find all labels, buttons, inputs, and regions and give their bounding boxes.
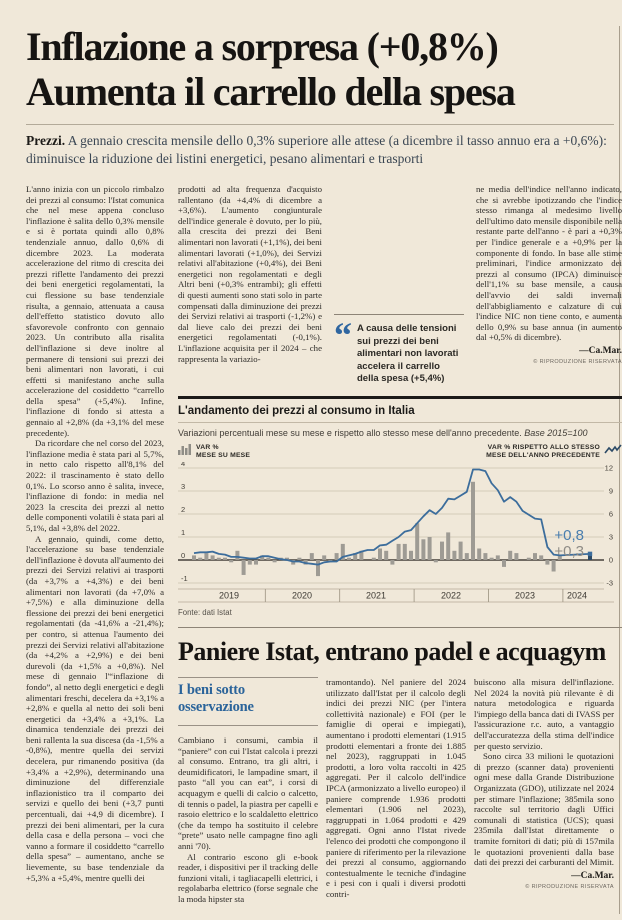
svg-text:9: 9 xyxy=(608,486,613,496)
svg-text:3: 3 xyxy=(181,482,186,491)
chart-bottom-rule xyxy=(178,627,622,628)
article2-columns xyxy=(178,677,622,905)
headline-line1: Inflazione a sorpresa (+0,8%) xyxy=(26,24,498,69)
chart-title-rule xyxy=(178,422,622,423)
article2-col2-paragraph: tramontando). Nel paniere del 2024 utilizzato dall'Istat per il calcolo degli indici dei prezzi NIC (per l'intera collettività nazionale) e FOI (per le famiglie di operai e impiegati), aumentano i prodotti elementari (1.915 prodotti elementari a fronte dei 1.885 nel 2023), raggruppati in 1.045 prodotti, a loro volta raccolti in 425 aggregati. Per il calcolo dell'indice IPCA (armonizzato a livello europeo) il paniere comprende 1.936 prodotti elementari (1.906 nel 2023), raggruppati in 1.064 prodotti e 429 aggregati. Ogni anno l'Istat rivede l'elenco dei prodotti che compongono il paniere di riferimento per la rilevazione dei prezzi al consumo, aggiornando contestualmente le tecniche d'indagine e i pesi con i quali i diversi prodotti contri- xyxy=(326,677,466,899)
chart-subtitle-text: Variazioni percentuali mese su mese e rispetto allo stesso mese dell'anno precedente. xyxy=(178,428,525,438)
article2-headline: Paniere Istat, entrano padel e acquagym xyxy=(178,637,606,666)
article1-column2 xyxy=(178,184,322,387)
right-zone xyxy=(178,184,622,919)
svg-text:2: 2 xyxy=(181,505,186,514)
legend-line-label: VAR % RISPETTO ALLO STESSO MESE DELL'ANNO PRECEDENTE xyxy=(486,444,600,459)
quote-icon: “ xyxy=(334,315,352,355)
svg-text:3: 3 xyxy=(608,532,613,542)
article1-copyright: © RIPRODUZIONE RISERVATA xyxy=(533,358,622,365)
chart-source: Fonte: dati Istat xyxy=(178,608,232,617)
standfirst-text: A gennaio crescita mensile dello 0,3% superiore alle attese (a dicembre il tasso annuo era a +0,6%): diminuisce la riduzione dei listini energetici, pesano alimentari e trasporti xyxy=(26,133,607,166)
chart-title: L'andamento dei prezzi al consumo in Italia xyxy=(178,405,415,417)
article1-col1-paragraph3: A gennaio, quindi, come detto, l'accelerazione su base tendenziale dell'inflazione è dovuta all'aumento dei prezzi dei Servizi relativi ai trasporti (da +3,7% a +4,3%) e dei beni alimentari non lavorati (da +7,0% a +7,5%) e alla diminuzione della flessione dei prezzi dei beni energetici regolamentati (da -41,6% a -21,4%); per contro, si attenua l'aumento dei prezzi dei Servizi relativi all'abitazione (da +4,2% a +2,9%) e dei beni durevoli (da +1,5% a +0,8%). Nel mese di gennaio l'“inflazione di fondo”, al netto degli energetici e degli alimentari freschi, decelera da +3,1% a +2,8% e quella al netto dei soli beni energetici da +3,4% a +3,1%. La dinamica tendenziale dei prezzi dei beni rallenta la sua discesa (da -1,5% a -0,8%), mentre quella dei servizi decelera, pur rimanendo positiva (da +3,4% a +2,9%), determinando una diminuzione del differenziale inflazionistico tra il comparto dei servizi e quello dei beni (+3,7 punti percentuali, dai +4,9 di dicembre). I prezzi dei beni alimentari, per la cura della casa e della persona – voci che vanno a formare il cosiddetto “carrello della spesa” – aumentano, anche se lievemente, su base tendenziale da +5,3% a +5,4%, mentre quelli dei xyxy=(26,533,164,883)
svg-text:2023: 2023 xyxy=(514,590,536,601)
article1-col2-paragraph: prodotti ad alta frequenza d'acquisto rallentano (da +4,4% di dicembre a +3,6%). L'aumento congiunturale dell'indice generale è dovuto, per lo più, alla crescita dei prezzi dei Beni alimentari non lavorati (+1,1%), dei beni alimentari lavorati (+1,0%), dei Servizi relativi all'abitazione (+0,4%), dei Beni energetici non regolamentati e degli Altri beni (+0,3% entrambi); gli effetti di questi aumenti sono stati solo in parte compensati dalla diminuzione dei prezzi dei Servizi relativi ai trasporti (-1,2%) e dal lieve calo dei prezzi dei beni energetici regolamentati (-0,1%). L'inflazione acquisita per il 2024 – che rappresenta la variazio- xyxy=(178,184,322,364)
article1-columns-2-4 xyxy=(178,184,622,387)
article1-col1-paragraph1: L'anno inizia con un piccolo rimbalzo dei prezzi al consumo: l'Istat comunica che nel mese appena concluso l'inflazione è salita dello 0,3% mensile e si è portata quindi allo 0,8% tendenziale annuo, dallo 0,6% di dicembre 2023. La moderata accelerazione del ritmo di crescita dei prezzi riflette l'andamento dei prezzi dei beni energetici regolamentati, la cui flessione su base tendenziale risulta, a gennaio, attenuata a causa dell'effetto statistico dovuto allo sfavorevole confronto con gennaio 2023. Un contributo alla risalita dell'inflazione si deve inoltre al permanere di tensioni sui prezzi dei beni alimentari non lavorati, i cui effetti si manifestano anche sulla accelerazione del cosiddetto “carrello della spesa” (+5,4%). Infine, l'inflazione di fondo si attesta a gennaio al +2,8% (da +3,1% del mese precedente). xyxy=(26,184,164,438)
svg-text:4: 4 xyxy=(181,462,186,468)
article2-byline: —Ca.Mar. xyxy=(571,870,614,881)
article2-column1 xyxy=(178,677,318,905)
article1-col1-paragraph2: Da ricordare che nel corso del 2023, l'inflazione media è stata pari al 5,7%, in netto calo rispetto all'8,1% del 2022: il trascinamento è stato dello 0,1%. Lo scorso anno è salita, invece, l'inflazione di fondo: in media nel 2023 la crescita dei prezzi al netto delle componenti volatili è stata pari al 5,1%, dal +3,8% del 2022. xyxy=(26,438,164,533)
standfirst xyxy=(26,132,614,167)
headline-line2: Aumenta il carrello della spesa xyxy=(26,69,515,114)
chart-panel xyxy=(178,396,622,628)
article1-column1 xyxy=(26,184,164,919)
headline-divider xyxy=(26,124,614,125)
chart-top-rule xyxy=(178,396,622,399)
article2-column2 xyxy=(326,677,466,905)
svg-text:2020: 2020 xyxy=(291,590,313,601)
kicker: Prezzi. xyxy=(26,133,66,148)
body-grid xyxy=(26,184,622,919)
pullquote-text: A causa delle tensioni sui prezzi dei beni alimentari non lavorati accelera il carrello della spesa (+5,4%) xyxy=(357,323,459,384)
article2-column3 xyxy=(474,677,614,905)
inflation-chart xyxy=(178,462,614,604)
svg-text:2019: 2019 xyxy=(218,590,240,601)
svg-text:-1: -1 xyxy=(181,574,188,583)
article1-headline xyxy=(26,24,614,114)
article2-copyright: © RIPRODUZIONE RISERVATA xyxy=(525,883,614,890)
pullquote-column xyxy=(334,184,464,387)
article2-subhead-text: I beni sotto osservazione xyxy=(178,682,254,715)
svg-text:0: 0 xyxy=(608,555,613,565)
pullquote xyxy=(334,314,464,386)
article2-col3-paragraph1: buiscono alla misura dell'inflazione. Nel 2024 la novità più rilevante è di natura metodologica e riguarda l'impiego della banca dati di IVASS per l'assicurazione r.c. auto, a vantaggio dell'accuratezza della stima dell'indice per questo servizio. xyxy=(474,677,614,751)
svg-text:2024: 2024 xyxy=(566,590,588,601)
article2-col1-paragraph2: Al contrario escono gli e-book reader, i dispositivi per il tracking delle funzioni vitali, i tagliacapelli elettrici, i regolabarba elettrico (forse segnale che la moda hipster sta xyxy=(178,851,318,904)
article2-col3-paragraph2: Sono circa 33 milioni le quotazioni di prezzo (scanner data) provenienti ogni mese dalla Grande Distribuzione Organizzata (GDO), utilizzate nel 2024 per stimare l'inflazione; 385mila sono raccolte sul territorio dagli Uffici comunali di statistica (UCS); quasi 235mila dall'Istat direttamente o tramite fornitori di dati; più di 157mila le quotazioni provenienti dalla base dati dei prezzi dei carburanti del Mimit. xyxy=(474,751,614,868)
svg-text:+0,8: +0,8 xyxy=(554,527,584,544)
article1-byline: —Ca.Mar. xyxy=(579,345,622,356)
svg-text:+0,3: +0,3 xyxy=(554,543,584,560)
article1-column4 xyxy=(476,184,622,387)
svg-text:2021: 2021 xyxy=(365,590,387,601)
svg-text:2022: 2022 xyxy=(440,590,462,601)
legend-line xyxy=(486,444,622,460)
article2-subhead xyxy=(178,677,318,726)
svg-text:6: 6 xyxy=(608,509,613,519)
chart-subtitle xyxy=(178,428,622,438)
svg-text:0: 0 xyxy=(181,551,186,560)
article2-col1-paragraph1: Cambiano i consumi, cambia il “paniere” con cui l'Istat calcola i prezzi al consumo. Entrano, tra gli altri, i deumidificatori, le lampadine smart, il pasto “all you can eat”, i corsi di acquagym e quelli di calcio o calcetto, di tennis o padel, la piastra per capelli e rasoio elettrico e lo scaldaletto elettrico (che da tempo ha sostituito il celebre “prete” usato nelle campagne fino agli anni '70). xyxy=(178,735,318,851)
legend-bars xyxy=(178,444,250,460)
bar-chart-icon xyxy=(178,444,192,455)
svg-text:1: 1 xyxy=(181,528,186,537)
article1-col4-paragraph: ne media dell'indice nell'anno indicato, che si avrebbe ipotizzando che l'indice stesso rimanga al medesimo livello dell'ultimo dato mensile disponibile nella restante parte dell'anno - è pari a +0,3% per l'indice generale e a +0,9% per la componente di fondo. In base alle stime preliminari, l'indice armonizzato dei prezzi al consumo (IPCA) diminuisce dell'1,1% su base mensile, a causa dell'avvio dei saldi invernali dell'abbigliamento e calzature di cui l'indice NIC non tiene conto, e aumenta dello 0,9% su base annua (in aumento dal +0,5% di dicembre). xyxy=(476,184,622,343)
chart-base-note: Base 2015=100 xyxy=(524,428,588,438)
chart-legend-row xyxy=(178,444,622,460)
svg-text:-3: -3 xyxy=(606,578,613,588)
line-chart-icon xyxy=(604,444,622,456)
svg-text:12: 12 xyxy=(604,463,613,473)
legend-bars-label: VAR % MESE SU MESE xyxy=(196,444,251,459)
